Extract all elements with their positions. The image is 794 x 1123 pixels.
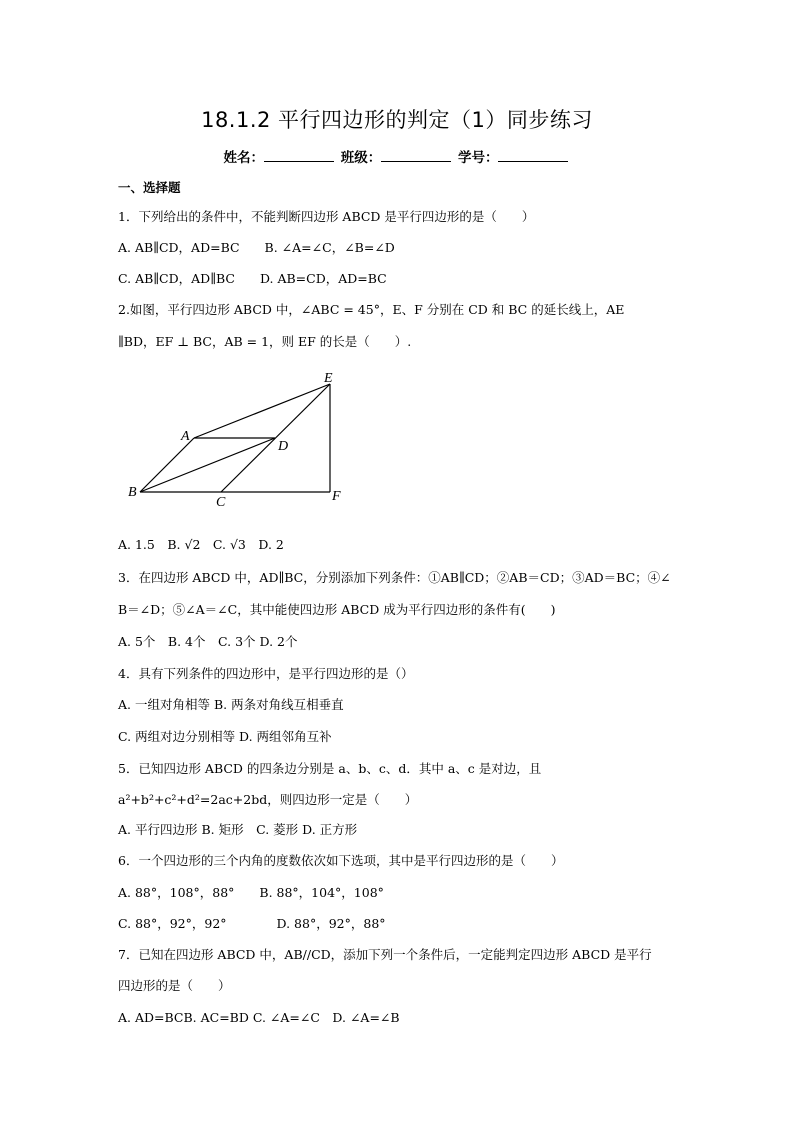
name-label: 姓名： bbox=[223, 150, 265, 166]
q6-options-2: C. 88°，92°，92° D. 88°，92°，88° bbox=[118, 916, 386, 931]
id-blank[interactable] bbox=[498, 149, 568, 162]
line-ab bbox=[140, 438, 194, 492]
q1-options-2: C. AB∥CD，AD∥BC D. AB=CD，AD=BC bbox=[118, 271, 387, 286]
label-c: C bbox=[216, 495, 226, 510]
label-e: E bbox=[324, 371, 333, 386]
q3-stem-1: 3．在四边形 ABCD 中，AD∥BC，分别添加下列条件：①AB∥CD；②AB＝CD；③AD＝BC；④∠ bbox=[118, 570, 671, 585]
q5-options: A. 平行四边形 B. 矩形 C. 菱形 D. 正方形 bbox=[118, 822, 358, 837]
class-label: 班级： bbox=[340, 150, 382, 166]
q6-options-1: A. 88°，108°，88° B. 88°，104°，108° bbox=[118, 885, 384, 900]
q7-stem-2: 四边形的是（ ） bbox=[118, 978, 231, 993]
label-d: D bbox=[278, 439, 289, 454]
q1-options-1: A. AB∥CD，AD=BC B. ∠A=∠C，∠B=∠D bbox=[118, 240, 395, 255]
label-f: F bbox=[332, 489, 341, 504]
q4-options-2: C. 两组对边分别相等 D. 两组邻角互补 bbox=[118, 729, 332, 744]
q6-stem: 6．一个四边形的三个内角的度数依次如下选项，其中是平行四边形的是（ ） bbox=[118, 853, 564, 868]
q1-stem: 1．下列给出的条件中，不能判断四边形 ABCD 是平行四边形的是（ ） bbox=[118, 209, 535, 224]
section-heading: 一、选择题 bbox=[118, 180, 181, 195]
q2-options: A. 1.5 B. √2 C. √3 D. 2 bbox=[118, 537, 284, 552]
q4-stem: 4．具有下列条件的四边形中，是平行四边形的是（） bbox=[118, 666, 414, 681]
label-a: A bbox=[181, 429, 190, 444]
page-title: 18.1.2 平行四边形的判定（1）同步练习 bbox=[201, 108, 593, 132]
id-label: 学号： bbox=[457, 150, 499, 166]
student-info-line bbox=[0, 146, 794, 166]
q4-options-1: A. 一组对角相等 B. 两条对角线互相垂直 bbox=[118, 697, 344, 712]
q5-stem-1: 5．已知四边形 ABCD 的四条边分别是 a、b、c、d．其中 a、c 是对边，且 bbox=[118, 761, 542, 776]
label-b: B bbox=[128, 485, 137, 500]
q2-stem-1: 2.如图，平行四边形 ABCD 中，∠ABC = 45°，E、F 分别在 CD 和 BC 的延长线上，AE bbox=[118, 302, 625, 317]
q7-options: A. AD=BCB. AC=BD C. ∠A=∠C D. ∠A=∠B bbox=[118, 1010, 400, 1025]
q2-stem-2: ∥BD，EF ⊥ BC，AB = 1，则 EF 的长是（ ）. bbox=[118, 334, 412, 349]
q3-options: A. 5个 B. 4个 C. 3个 D. 2个 bbox=[118, 634, 298, 649]
name-blank[interactable] bbox=[264, 149, 334, 162]
parallelogram-figure bbox=[128, 370, 358, 510]
q3-stem-2: B＝∠D；⑤∠A＝∠C，其中能使四边形 ABCD 成为平行四边形的条件有( ) bbox=[118, 602, 556, 617]
q5-stem-2: a²+b²+c²+d²=2ac+2bd，则四边形一定是（ ） bbox=[118, 792, 418, 807]
line-bd bbox=[140, 438, 275, 492]
line-ae bbox=[194, 384, 330, 438]
q7-stem-1: 7．已知在四边形 ABCD 中，AB//CD，添加下列一个条件后，一定能判定四边形 ABCD 是平行 bbox=[118, 947, 652, 962]
class-blank[interactable] bbox=[381, 149, 451, 162]
